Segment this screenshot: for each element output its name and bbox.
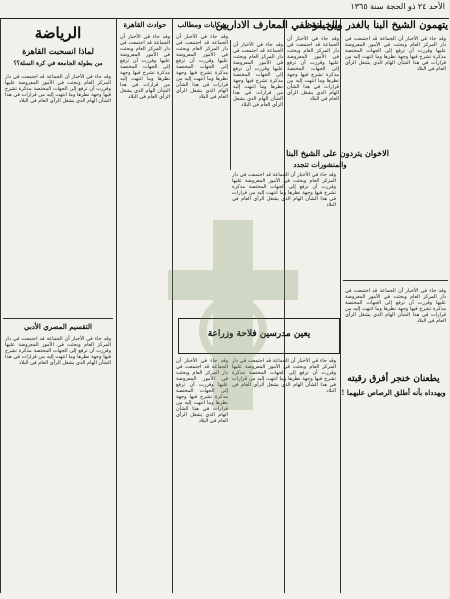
officials-headline: بين موظفي المعارف الاداريين [215, 20, 340, 31]
column-sports [0, 18, 117, 593]
reply-body: وقد جاء في الأخبار أن الجماعة قد اجتمعت في دار المركز العام وبحثت في الأمور المعروضة عليها وقررت أن ترفع إلى الجهات المختصة مذكرة تشرح فيها وجهة نظرها وما انتهت إليه من قرارات في هذا الشأن الهام الذي يشغل الرأي العام في البلاد [232, 172, 336, 208]
cairo-headline: حوادث القاهرة [123, 20, 167, 29]
teacher-body: وقد جاء في الأخبار أن الجماعة قد اجتمعت في دار المركز العام وبحثت في الأمور المعروضة عليها وقررت أن ترفع إلى الجهات المختصة مذكرة تشرح فيها وجهة نظرها وما انتهت إليه من قرارات في هذا الشأن الهام الذي يشغل الرأي العام في البلاد [232, 358, 336, 394]
sports-subheadline: من بطولة الجامعة في كرة السلة؟؟ [13, 60, 103, 67]
teacher-headline: يعين مدرسين فلاحة وزراعة [207, 329, 311, 339]
sports-table-body: وقد جاء في الأخبار أن الجماعة قد اجتمعت في دار المركز العام وبحثت في الأمور المعروضة عليها وقررت أن ترفع إلى الجهات المختصة مذكرة تشرح فيها وجهة نظرها وما انتهت إليه من قرارات في هذا الشأن الهام الذي يشغل الرأي العام في البلاد [5, 336, 111, 366]
reply-subheadline: والمنشورات تتجدد [293, 160, 347, 169]
complaints-body-continued: وقد جاء في الأخبار أن الجماعة قد اجتمعت في دار المركز العام وبحثت في الأمور المعروضة عليها وقررت أن ترفع إلى الجهات المختصة مذكرة تشرح فيها وجهة نظرها وما انتهت إليه من قرارات في هذا الشأن الهام الذي يشغل الرأي العام في البلاد [176, 358, 228, 424]
knife-subheadline: ويهدداه بأنه أطلق الرصاص عليهما ! [341, 388, 446, 397]
middle-body: وقد جاء في الأخبار أن الجماعة قد اجتمعت في دار المركز العام وبحثت في الأمور المعروضة عليها وقررت أن ترفع إلى الجهات المختصة مذكرة تشرح فيها وجهة نظرها وما انتهت إليه من قرارات في هذا الشأن الهام الذي يشغل الرأي العام في البلاد [233, 42, 283, 108]
complaints-body: وقد جاء في الأخبار أن الجماعة قد اجتمعت في دار المركز العام وبحثت في الأمور المعروضة عليها وقررت أن ترفع إلى الجهات المختصة مذكرة تشرح فيها وجهة نظرها وما انتهت إليه من قرارات في هذا الشأن الهام الذي يشغل الرأي العام في البلاد [176, 34, 228, 100]
column-middle [230, 40, 285, 170]
sports-title: الرياضة [34, 24, 82, 42]
officials-body: وقد جاء في الأخبار أن الجماعة قد اجتمعت في دار المركز العام وبحثت في الأمور المعروضة عليها وقررت أن ترفع إلى الجهات المختصة مذكرة تشرح فيها وجهة نظرها وما انتهت إليه من قرارات في هذا الشأن الهام الذي يشغل الرأي العام في البلاد [287, 36, 339, 102]
sports-table-title: التقسيم المصري الأدبي [24, 322, 92, 331]
sports-body: وقد جاء في الأخبار أن الجماعة قد اجتمعت في دار المركز العام وبحثت في الأمور المعروضة عليها وقررت أن ترفع إلى الجهات المختصة مذكرة تشرح فيها وجهة نظرها وما انتهت إليه من قرارات في هذا الشأن الهام الذي يشغل الرأي العام في البلاد [5, 74, 111, 104]
reply-headline: الاخوان يتردون على الشيخ البنا [286, 148, 389, 158]
attack-body-continued: وقد جاء في الأخبار أن الجماعة قد اجتمعت في دار المركز العام وبحثت في الأمور المعروضة عليها وقررت أن ترفع إلى الجهات المختصة مذكرة تشرح فيها وجهة نظرها وما انتهت إليه من قرارات في هذا الشأن الهام الذي يشغل الرأي العام في البلاد [345, 288, 446, 324]
knife-headline: يطعنان خنجر أفرق رقبته [347, 374, 440, 384]
attack-headline: يتهمون الشيخ البنا بالغدر والخيانة [311, 20, 448, 31]
date-line: الأحد ٢٤ ذو الحجة سنة ١٣٦٥ [350, 2, 445, 11]
attack-body: وقد جاء في الأخبار أن الجماعة قد اجتمعت في دار المركز العام وبحثت في الأمور المعروضة عليها وقررت أن ترفع إلى الجهات المختصة مذكرة تشرح فيها وجهة نظرها وما انتهت إليه من قرارات في هذا الشأن الهام الذي يشغل الرأي العام في البلاد [345, 36, 446, 72]
complaints-headline: شكايات ومطالب [177, 20, 227, 29]
masthead-strip [0, 0, 449, 19]
watermark-emblem [158, 210, 308, 420]
cairo-body: وقد جاء في الأخبار أن الجماعة قد اجتمعت في دار المركز العام وبحثت في الأمور المعروضة عليها وقررت أن ترفع إلى الجهات المختصة مذكرة تشرح فيها وجهة نظرها وما انتهت إليه من قرارات في هذا الشأن الهام الذي يشغل الرأي العام في البلاد [120, 34, 170, 100]
sports-headline: لماذا انسحبت القاهرة [22, 46, 94, 56]
